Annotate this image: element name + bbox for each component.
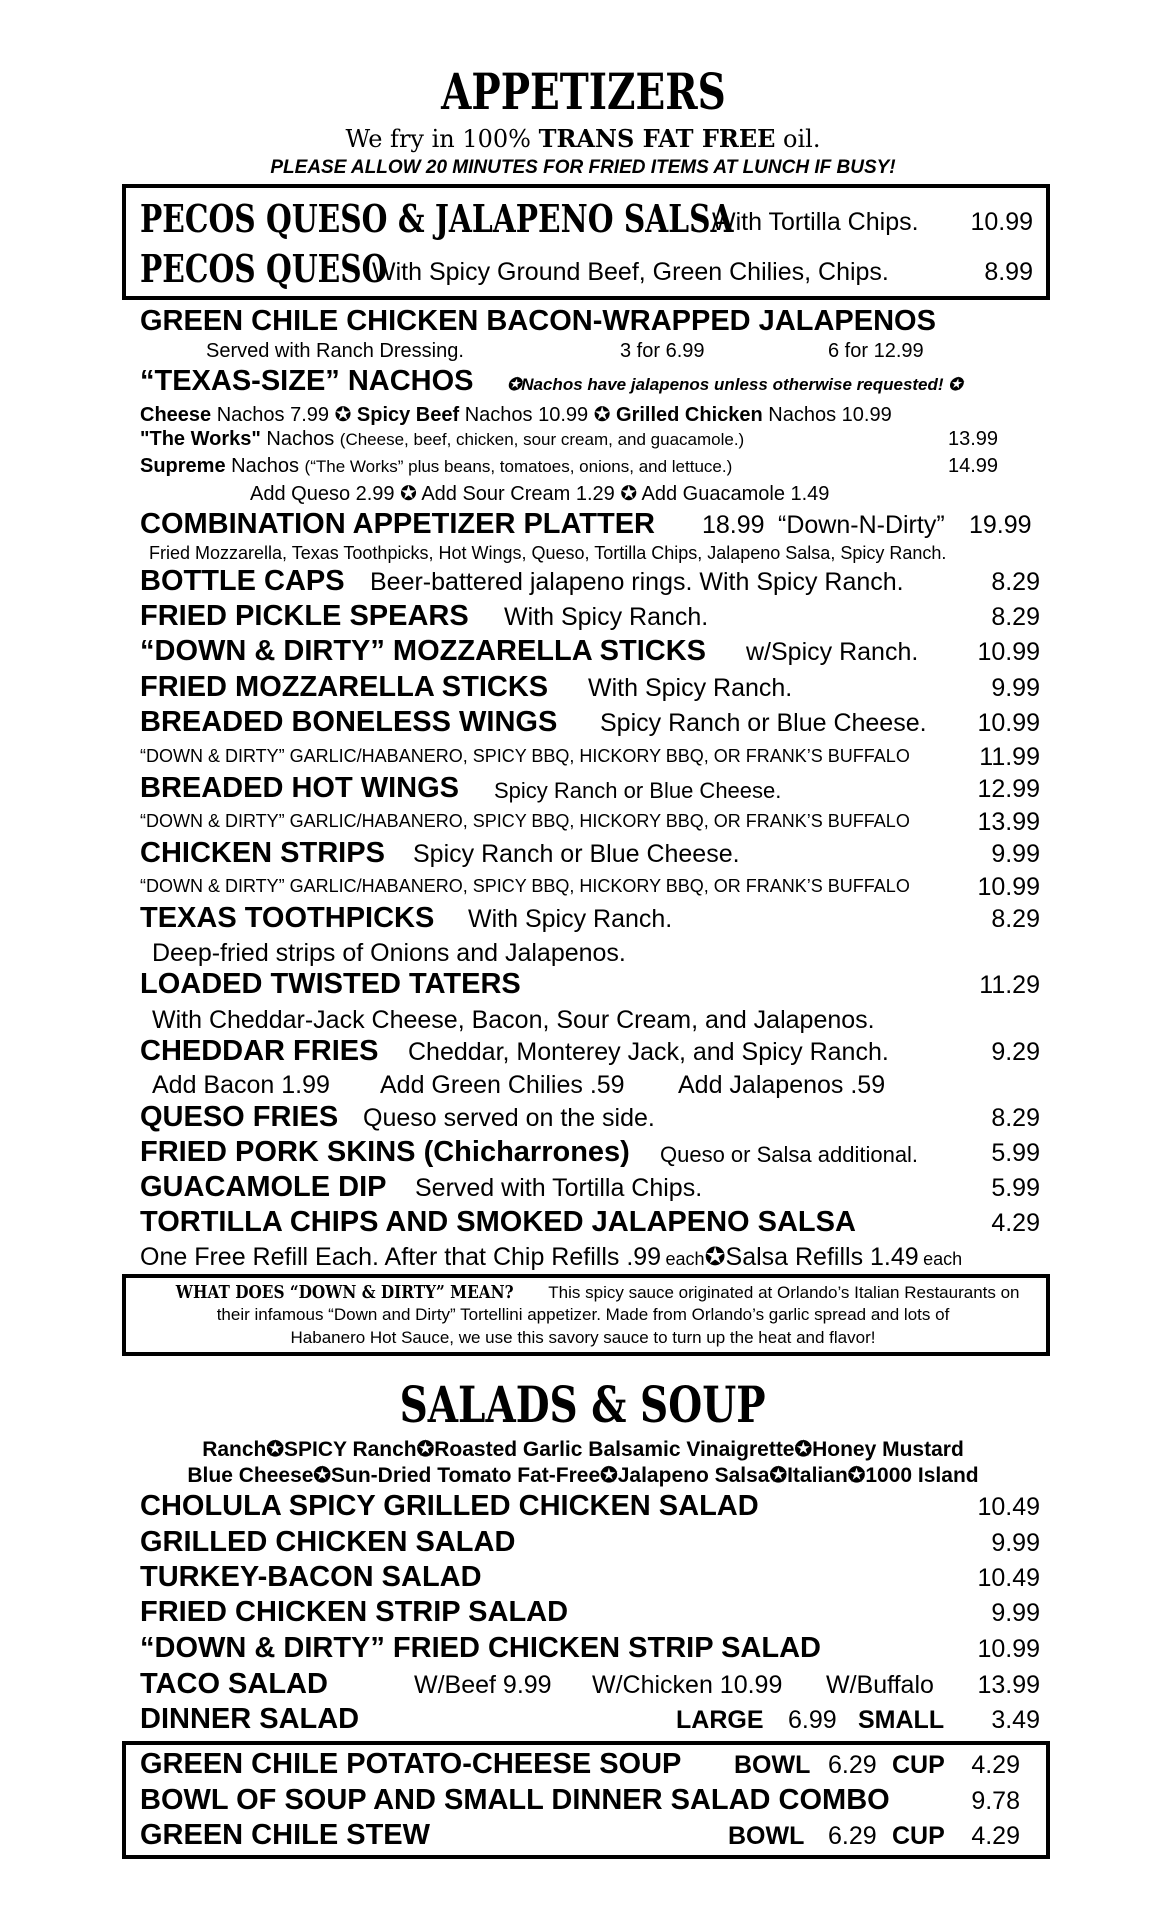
- menu-item: TURKEY-BACON SALAD 10.49: [140, 1561, 1040, 1593]
- menu-item: GREEN CHILE STEW BOWL 6.29 CUP 4.29: [140, 1819, 1020, 1851]
- menu-item: FRIED PORK SKINS (Chicharrones) Queso or Salsa additional. 5.99: [140, 1136, 1040, 1168]
- menu-item-sub: “DOWN & DIRTY” GARLIC/HABANERO, SPICY BBQ, HICKORY BBQ, OR FRANK’S BUFFALO 13.99: [140, 808, 1040, 836]
- menu-item: BOWL OF SOUP AND SMALL DINNER SALAD COMBO 9.78: [140, 1784, 1020, 1816]
- menu-item: CHOLULA SPICY GRILLED CHICKEN SALAD 10.49: [140, 1490, 1040, 1522]
- menu-item: GRILLED CHICKEN SALAD 9.99: [140, 1526, 1040, 1558]
- menu-item: BOTTLE CAPS Beer-battered jalapeno rings. With Spicy Ranch. 8.29: [140, 565, 1040, 597]
- menu-item: LOADED TWISTED TATERS 11.29: [140, 968, 1040, 1000]
- allow-note: PLEASE ALLOW 20 MINUTES FOR FRIED ITEMS AT LUNCH IF BUSY!: [270, 157, 896, 178]
- menu-item: BREADED BONELESS WINGS Spicy Ranch or Blue Cheese. 10.99: [140, 706, 1040, 738]
- item-name: “TEXAS-SIZE” NACHOS: [140, 365, 474, 397]
- menu-item: FRIED CHICKEN STRIP SALAD 9.99: [140, 1596, 1040, 1628]
- item-name: COMBINATION APPETIZER PLATTER: [140, 508, 656, 540]
- menu-item: GUACAMOLE DIP Served with Tortilla Chips. 5.99: [140, 1171, 1040, 1203]
- item-name: GREEN CHILE CHICKEN BACON-WRAPPED JALAPENOS: [140, 305, 936, 337]
- menu-item: “DOWN & DIRTY” MOZZARELLA STICKS w/Spicy Ranch. 10.99: [140, 635, 1040, 667]
- menu-item: FRIED PICKLE SPEARS With Spicy Ranch. 8.29: [140, 600, 1040, 632]
- menu-page: APPETIZERS We fry in 100% TRANS FAT FREE oil. PLEASE ALLOW 20 MINUTES FOR FRIED ITEMS AT LUNCH IF BUSY! PECOS QUESO & JALAPENO SALSA With Tortilla Chips. 10.99 PECOS QUESO With Spicy Ground Beef, Green Chilies, Chips. 8.99 GREEN CHILE CHICKEN BACON-WRAPPED JALAPENOS Served with Ranch Dressing. 3 for 6.99 6 for 12.99 “TEXAS-SIZE” NACHOS ✪Nachos have jalapenos unless otherwise requested! ✪ Cheese Nachos 7.99 ✪ Spicy Beef Nachos 10.99 ✪ Grilled Chicken Nachos 10.99 "The Works" Nachos (Cheese, beef, chicken, sour cream, and guacamole.) 13.99 Supreme Nachos (“The Works” plus beans, tomatoes, onions, and lettuce.) 14.99 Add Queso 2.99 ✪ Add Sour Cream 1.29 ✪ Add Guacamole 1.49 COMBINATION APPETIZER PLATTER 18.99 “Down-N-Dirty” 19.99 Fried Mozzarella, Texas Toothpicks, Hot Wings, Queso, Tortilla Chips, Jalapeno Salsa, Spicy Ranch. BOTTLE CAPS Beer-battered jalapeno rings. With Spicy Ranch. 8.29 FRIED PICKLE SPEARS With Spicy Ranch. 8.29 “DOWN & DIRTY” MOZZARELLA STICKS w/Spicy Ranch. 10.99 FRIED MOZZARELLA STICKS With Spicy Ranch. 9.99 BREADED BONELESS WINGS Spicy Ranch or Blue Cheese. 10.99 “DOWN & DIRTY” GARLIC/HABANERO, SPICY BBQ, HICKORY BBQ, OR FRANK’S BUFFALO 11.99 BREADED HOT WINGS Spicy Ranch or Blue Cheese. 12.99 “DOWN & DIRTY” GARLIC/HABANERO, SPICY BBQ, HICKORY BBQ, OR FRANK’S BUFFALO 13.99 CHICKEN STRIPS Spicy Ranch or Blue Cheese. 9.99 “DOWN & DIRTY” GARLIC/HABANERO, SPICY BBQ, HICKORY BBQ, OR FRANK’S BUFFALO 10.99 TEXAS TOOTHPICKS With Spicy Ranch. 8.29 Deep-fried strips of Onions and Jalapenos. LOADED TWISTED TATERS 11.29 With Cheddar-Jack Cheese, Bacon, Sour Cream, and Jalapenos. CHEDDAR FRIES Cheddar, Monterey Jack, and Spicy Ranch. 9.29 Add Bacon 1.99 Add Green Chilies .59 Add Jalapenos .59 QUESO FRIES Queso served on the side. 8.29 FRIED PORK SKINS (Chicharrones) Queso or Salsa additional. 5.99 GUACAMOLE DIP Served with Tortilla Chips. 5.99 TORTILLA CHIPS AND SMOKED JALAPENO SALSA 4.29 One Free Refill Each. After that Chip Refills .99 each✪Salsa Refills 1.49 each WHAT DOES “DOWN & DIRTY” MEAN? This spicy sauce originated at Orlando’s Italian Restaurants on their infamous “Down and Dirty” Tortellini appetizer. Made from Orlando’s garlic spread and lots of Habanero Hot Sauce, we use this savory sauce to turn up the heat and flavor! SALADS & SOUP Ranch✪SPICY Ranch✪Roasted Garlic Balsamic Vinaigrette✪Honey Mustard Blue Cheese✪Sun-Dried Tomato Fat-Free✪Jalapeno Salsa✪Italian✪1000 Island CHOLULA SPICY GRILLED CHICKEN SALAD 10.49 GRILLED CHICKEN SALAD 9.99 TURKEY-BACON SALAD 10.49 FRIED CHICKEN STRIP SALAD 9.99 “DOWN & DIRTY” FRIED CHICKEN STRIP SALAD 10.99 TACO SALAD W/Beef 9.99 W/Chicken 10.99 W/Buffalo 13.99 DINNER SALAD LARGE 6.99 SMALL 3.49 GREEN CHILE POTATO-CHEESE SOUP BOWL 6.29 CUP 4.29 BOWL OF SOUP AND SMALL DINNER SALAD COMBO 9.78 GREEN CHILE STEW BOWL 6.29 CUP 4.29: [0, 0, 1166, 1920]
- menu-item: “DOWN & DIRTY” FRIED CHICKEN STRIP SALAD 10.99: [140, 1632, 1040, 1664]
- menu-item: PECOS QUESO & JALAPENO SALSA With Tortilla Chips. 10.99: [140, 196, 1033, 241]
- menu-item-sub: “DOWN & DIRTY” GARLIC/HABANERO, SPICY BBQ, HICKORY BBQ, OR FRANK’S BUFFALO 10.99: [140, 873, 1040, 901]
- menu-item: PECOS QUESO With Spicy Ground Beef, Green Chilies, Chips. 8.99: [140, 246, 1033, 291]
- appetizers-title: APPETIZERS: [440, 62, 726, 121]
- salads-title: SALADS & SOUP: [400, 1375, 766, 1434]
- nachos-options: Cheese Nachos 7.99 ✪ Spicy Beef Nachos 10.99 ✪ Grilled Chicken Nachos 10.99: [140, 404, 892, 426]
- menu-item: TORTILLA CHIPS AND SMOKED JALAPENO SALSA 4.29: [140, 1206, 1040, 1238]
- menu-item: FRIED MOZZARELLA STICKS With Spicy Ranch. 9.99: [140, 671, 1040, 703]
- menu-item: BREADED HOT WINGS Spicy Ranch or Blue Cheese. 12.99: [140, 772, 1040, 804]
- menu-item-sub: “DOWN & DIRTY” GARLIC/HABANERO, SPICY BBQ, HICKORY BBQ, OR FRANK’S BUFFALO 11.99: [140, 743, 1040, 771]
- menu-item: CHICKEN STRIPS Spicy Ranch or Blue Cheese. 9.99: [140, 837, 1040, 869]
- menu-item: QUESO FRIES Queso served on the side. 8.29: [140, 1101, 1040, 1133]
- menu-item: TACO SALAD W/Beef 9.99 W/Chicken 10.99 W/Buffalo 13.99: [140, 1668, 1040, 1700]
- menu-item: GREEN CHILE POTATO-CHEESE SOUP BOWL 6.29 CUP 4.29: [140, 1748, 1020, 1780]
- menu-item: TEXAS TOOTHPICKS With Spicy Ranch. 8.29: [140, 902, 1040, 934]
- refill-note: One Free Refill Each. After that Chip Refills .99 each✪Salsa Refills 1.49 each: [140, 1243, 963, 1271]
- menu-item: DINNER SALAD LARGE 6.99 SMALL 3.49: [140, 1703, 1040, 1735]
- menu-item: CHEDDAR FRIES Cheddar, Monterey Jack, and Spicy Ranch. 9.29: [140, 1035, 1040, 1067]
- fry-note: We fry in 100% TRANS FAT FREE oil.: [345, 124, 821, 153]
